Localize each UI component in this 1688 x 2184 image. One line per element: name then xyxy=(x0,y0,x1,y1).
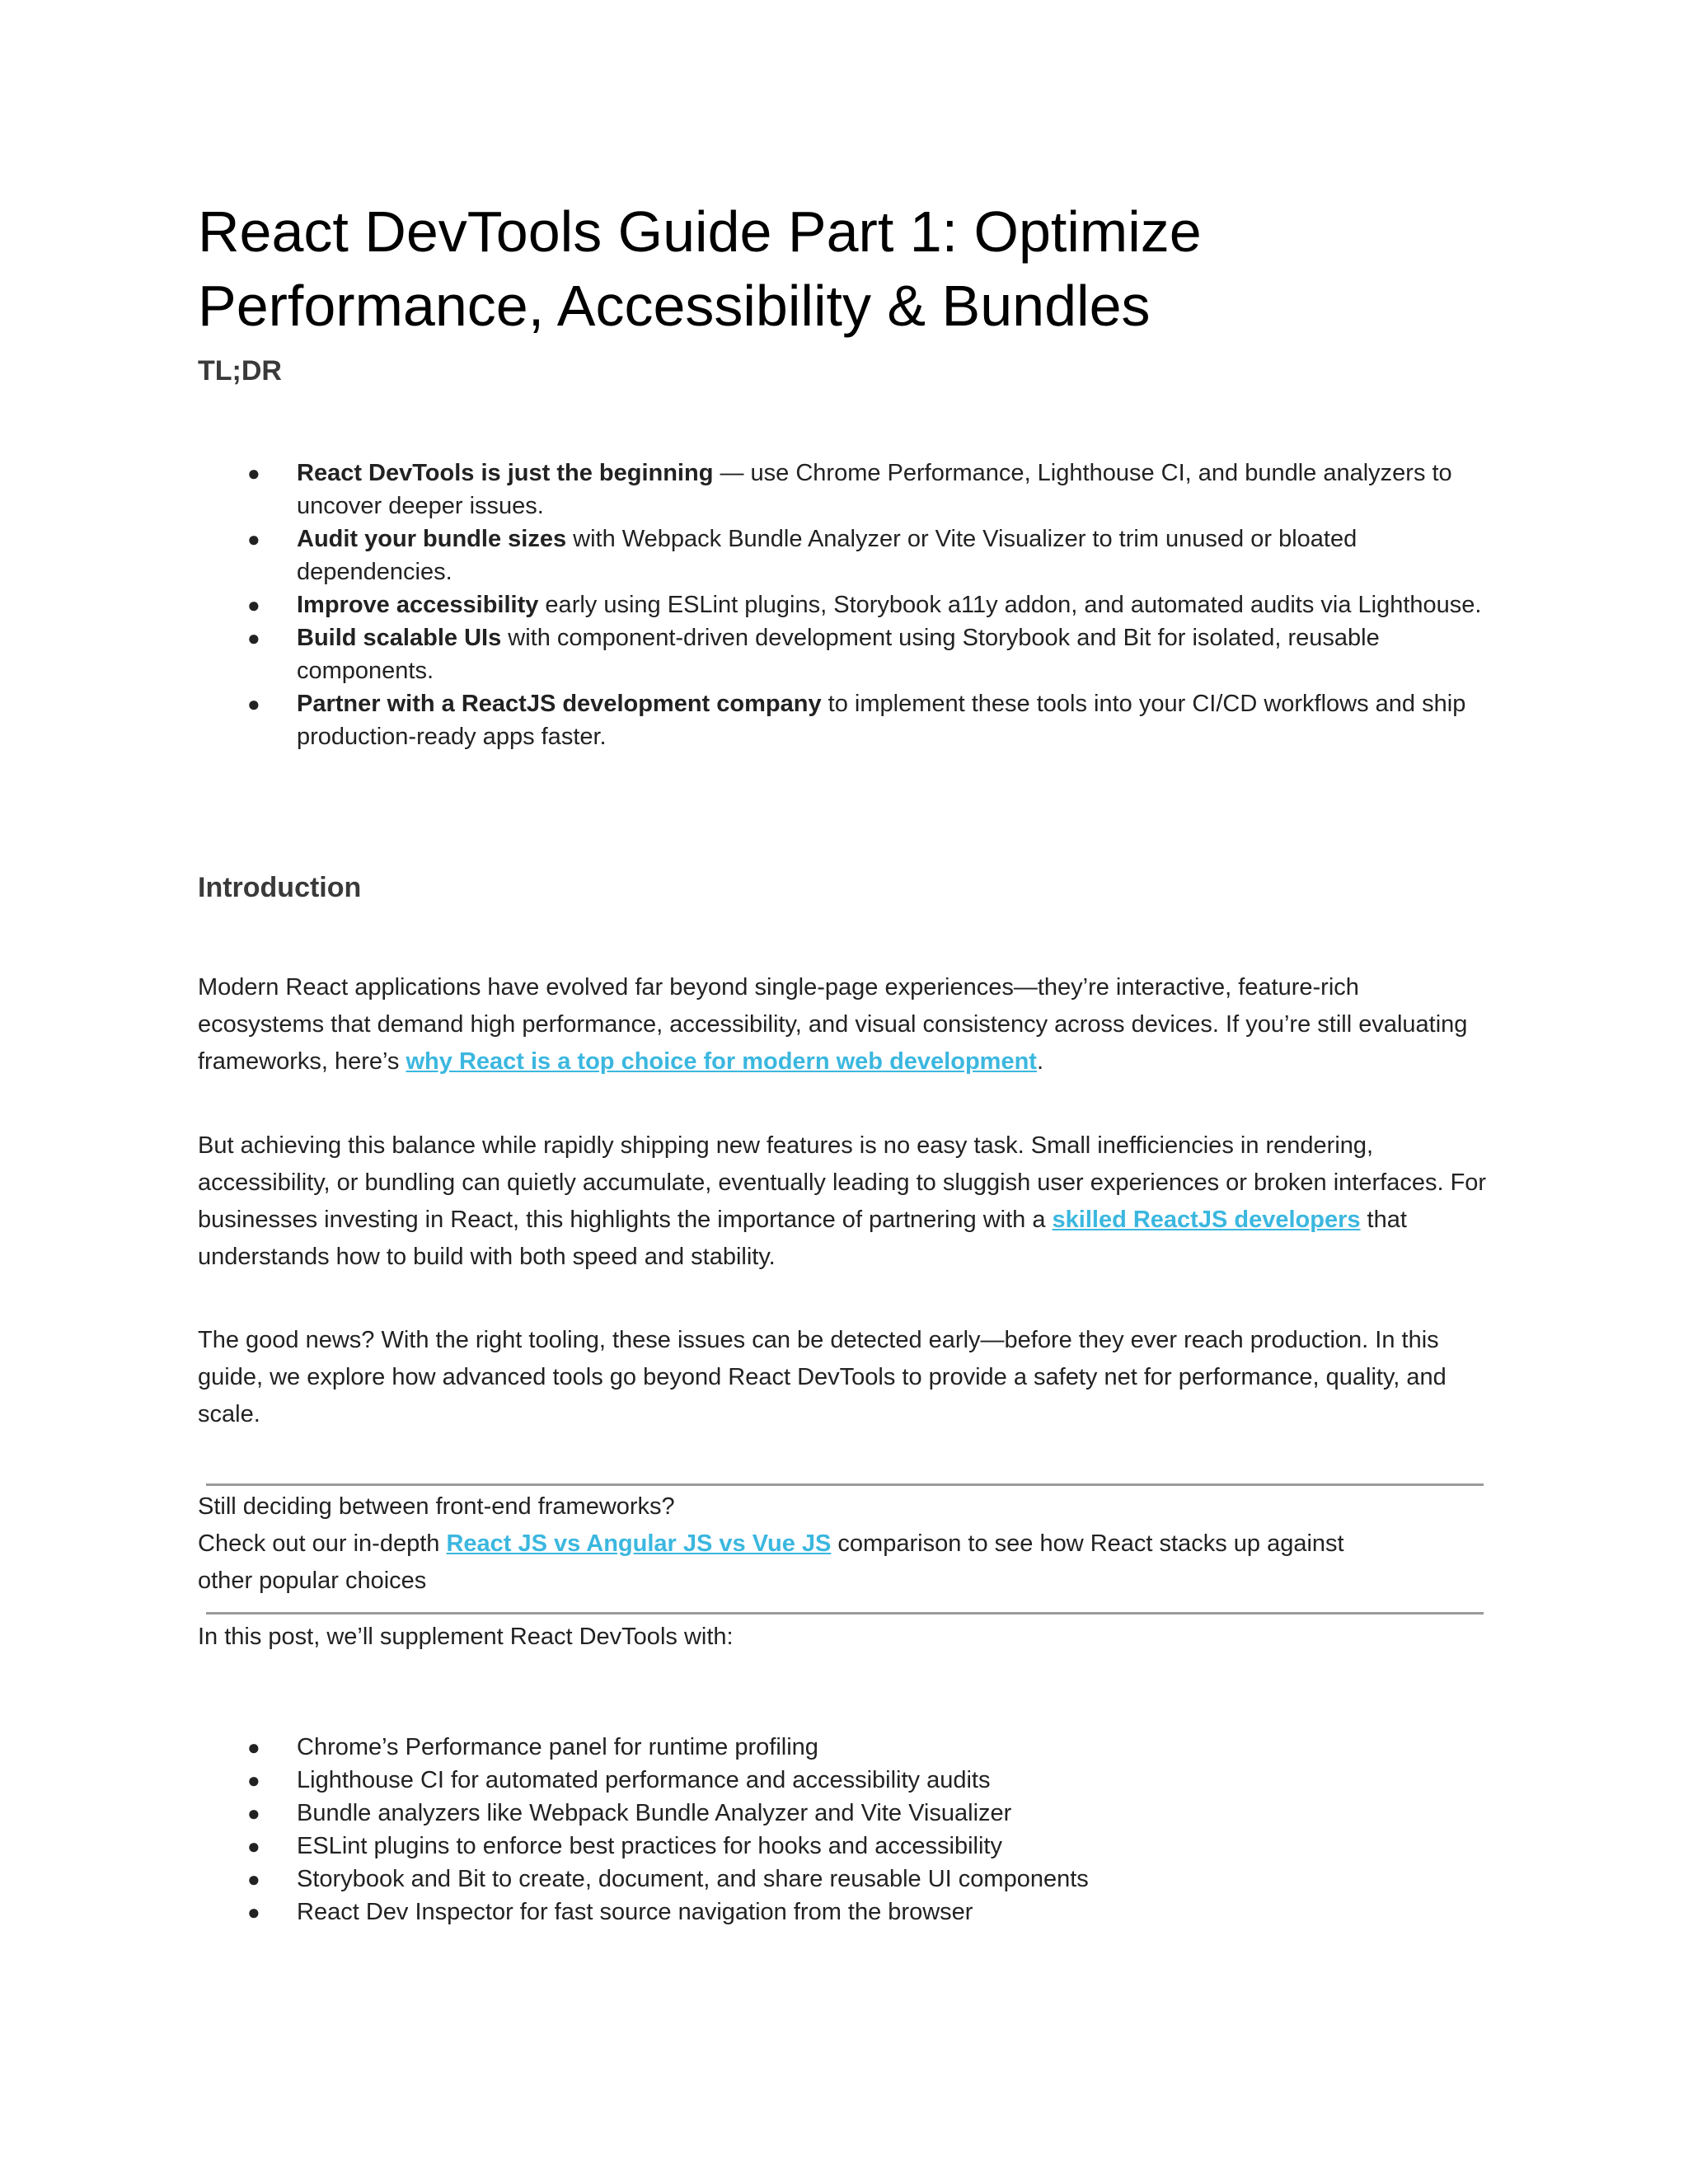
tldr-item-text: with component-driven development using Storybook and Bit for isolated, reusable components. xyxy=(297,625,1380,684)
why-react-link[interactable]: why React is a top choice for modern web development xyxy=(406,1048,1037,1075)
intro-paragraph-2 xyxy=(198,1127,1492,1276)
bullet-icon: ● xyxy=(247,1900,260,1924)
bullet-icon: ● xyxy=(247,1801,260,1825)
bullet-icon: ● xyxy=(247,626,260,650)
tldr-item-text: with Webpack Bundle Analyzer or Vite Visualizer to trim unused or bloated dependencies. xyxy=(297,526,1357,585)
bullet-icon: ● xyxy=(247,1834,260,1858)
tldr-item-text: early using ESLint plugins, Storybook a11y addon, and automated audits via Lighthouse. xyxy=(538,592,1482,618)
tool-item-text: React Dev Inspector for fast source navigation from the browser xyxy=(297,1899,973,1925)
bullet-icon: ● xyxy=(247,527,260,551)
introduction-heading: Introduction xyxy=(198,872,362,903)
bullet-icon: ● xyxy=(247,461,260,485)
callout-text: comparison to see how React stacks up against xyxy=(831,1530,1344,1557)
bullet-icon: ● xyxy=(247,691,260,716)
framework-comparison-link[interactable]: React JS vs Angular JS vs Vue JS xyxy=(446,1530,832,1557)
tool-item-text: Lighthouse CI for automated performance and accessibility audits xyxy=(297,1767,991,1793)
tldr-item xyxy=(198,523,1492,588)
tldr-item-text: — use Chrome Performance, Lighthouse CI, and bundle analyzers to uncover deeper issues. xyxy=(297,460,1452,519)
tools-list xyxy=(198,1731,1492,1929)
tldr-item-bold: Partner with a ReactJS development company xyxy=(297,691,822,717)
tldr-item xyxy=(198,687,1492,753)
tool-item xyxy=(198,1731,1492,1764)
tldr-item xyxy=(198,621,1492,687)
bullet-icon: ● xyxy=(247,1735,260,1760)
page-title: React DevTools Guide Part 1: Optimize Performance, Accessibility & Bundles xyxy=(198,199,1202,338)
tool-item xyxy=(198,1896,1492,1929)
tool-item-text: ESLint plugins to enforce best practices for hooks and accessibility xyxy=(297,1833,1002,1859)
tldr-heading: TL;DR xyxy=(198,355,282,387)
bullet-icon: ● xyxy=(247,1867,260,1891)
intro-paragraph-1 xyxy=(198,969,1492,1080)
paragraph-text: Modern React applications have evolved far beyond single-page experiences—they’re interactive, feature-rich ecosystems that demand high performance, accessibility, and visual consistency across devices. If you’re still evaluating frameworks, here’s xyxy=(198,974,1468,1075)
tool-item-text: Bundle analyzers like Webpack Bundle Analyzer and Vite Visualizer xyxy=(297,1800,1012,1826)
tool-item xyxy=(198,1797,1492,1830)
tool-item xyxy=(198,1764,1492,1797)
callout-line-1: Still deciding between front-end frameworks? xyxy=(198,1493,675,1520)
tldr-item-bold: Improve accessibility xyxy=(297,592,539,618)
tldr-item-bold: React DevTools is just the beginning xyxy=(297,460,714,486)
callout-top-divider xyxy=(206,1483,1484,1486)
tldr-item-bold: Build scalable UIs xyxy=(297,625,502,651)
callout-text: Check out our in-depth xyxy=(198,1530,447,1557)
callout-bottom-divider xyxy=(206,1612,1484,1615)
paragraph-text: that understands how to build with both speed and stability. xyxy=(198,1207,1407,1270)
skilled-reactjs-developers-link[interactable]: skilled ReactJS developers xyxy=(1052,1207,1361,1233)
tldr-item xyxy=(198,457,1492,523)
tool-item-text: Storybook and Bit to create, document, and share reusable UI components xyxy=(297,1866,1089,1892)
bullet-icon: ● xyxy=(247,593,260,617)
bullet-icon: ● xyxy=(247,1768,260,1793)
tool-item-text: Chrome’s Performance panel for runtime profiling xyxy=(297,1734,818,1760)
tldr-item-text: to implement these tools into your CI/CD workflows and ship production-ready apps faster. xyxy=(297,691,1466,750)
paragraph-text: . xyxy=(1036,1048,1044,1075)
intro-paragraph-3: The good news? With the right tooling, these issues can be detected early—before they ever reach production. In this guide, we explore how advanced tools go beyond React DevTools to provide a safety net for performance, quality, and scale. xyxy=(198,1327,1447,1427)
paragraph-text: But achieving this balance while rapidly shipping new features is no easy task. Small inefficiencies in rendering, accessibility, or bundling can quietly accumulate, eventually leading to sluggish user experiences or broken interfaces. For businesses investing in React, this highlights the importance of partnering with a xyxy=(198,1132,1487,1233)
post-intro-text: In this post, we’ll supplement React DevTools with: xyxy=(198,1624,734,1650)
tool-item xyxy=(198,1863,1492,1896)
tool-item xyxy=(198,1830,1492,1863)
tldr-item xyxy=(198,588,1492,621)
tldr-list xyxy=(198,457,1492,753)
callout-line-2 xyxy=(198,1526,1492,1563)
callout-line-3: other popular choices xyxy=(198,1568,427,1594)
tldr-item-bold: Audit your bundle sizes xyxy=(297,526,567,552)
